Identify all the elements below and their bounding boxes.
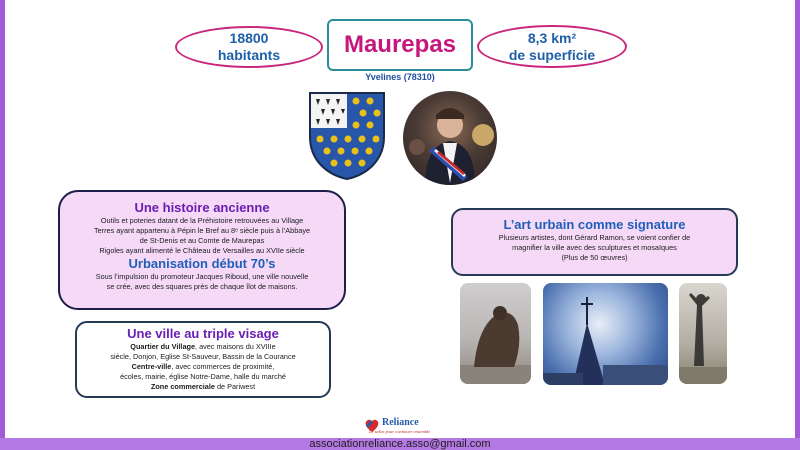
population-value: 18800 <box>229 30 269 46</box>
page-title: Maurepas <box>343 31 457 58</box>
right-border <box>795 0 800 450</box>
village-label: Quartier du Village <box>130 342 196 351</box>
village-line <box>77 342 329 352</box>
history-line: Terres ayant appartenu à Pépin le Bref au 8ᵉ siècle puis à l’Abbaye <box>93 226 311 235</box>
reliance-logo <box>363 414 439 438</box>
centre-desc: , avec commerces de proximité, <box>171 362 275 371</box>
footer-email[interactable]: associationreliance.asso@gmail.com <box>309 438 491 450</box>
page-title-box <box>327 19 473 71</box>
history-line: de St-Denis et au Comte de Maurepas <box>139 236 265 245</box>
area-pill <box>477 25 627 68</box>
urban-art-box <box>451 208 738 276</box>
urban-art-line: magnifier la ville avec des sculptures et mosaïques <box>512 243 677 252</box>
footer-bar <box>0 438 800 450</box>
mayor-portrait-image <box>403 91 497 185</box>
history-heading: Une histoire ancienne <box>134 200 270 215</box>
population-pill <box>175 26 323 68</box>
coat-of-arms-image <box>306 89 388 181</box>
zone-desc: de Pariwest <box>214 382 256 391</box>
village-line-2: siècle, Donjon, Eglise St-Sauveur, Bassin de la Courance <box>110 352 296 361</box>
urban-art-line: (Plus de 50 œuvres) <box>561 253 628 262</box>
urban-art-line: Plusieurs artistes, dont Gérard Ramon, se voient confier de <box>498 233 691 242</box>
area-value: 8,3 km² <box>527 29 577 46</box>
urban-art-heading: L’art urbain comme signature <box>503 217 686 232</box>
history-line: Outils et poteries datant de la Préhistoire retrouvées au Village <box>100 216 304 225</box>
triple-visage-box <box>75 321 331 398</box>
department-subtitle: Yvelines (78310) <box>365 72 435 82</box>
history-line: Rigoles ayant alimenté le Château de Versailles au XVIIe siècle <box>99 246 305 255</box>
centre-label: Centre-ville <box>131 362 172 371</box>
triple-visage-heading: Une ville au triple visage <box>127 326 279 341</box>
history-box <box>58 190 346 310</box>
logo-tagline: Le salon pour continuer ensemble <box>369 429 431 434</box>
zone-label: Zone commerciale <box>150 382 215 391</box>
zone-line <box>77 382 329 392</box>
left-border <box>0 0 5 450</box>
centre-line-2: écoles, mairie, église Notre-Dame, halle du marché <box>120 372 286 381</box>
urbanisation-line: se crée, avec des squares près de chaque îlot de maisons. <box>106 282 298 291</box>
village-desc: , avec maisons du XVIIIe <box>195 342 276 351</box>
church-photo <box>543 283 668 385</box>
population-label: habitants <box>217 47 281 63</box>
area-label: de superficie <box>508 46 596 63</box>
centre-line <box>77 362 329 372</box>
urbanisation-line: Sous l’impulsion du promoteur Jacques Riboud, une ville nouvelle <box>95 272 309 281</box>
urbanisation-heading: Urbanisation début 70’s <box>128 256 276 271</box>
sculpture-photo-seated <box>460 283 531 384</box>
logo-name: Reliance <box>382 417 419 428</box>
sculpture-photo-standing <box>679 283 727 384</box>
